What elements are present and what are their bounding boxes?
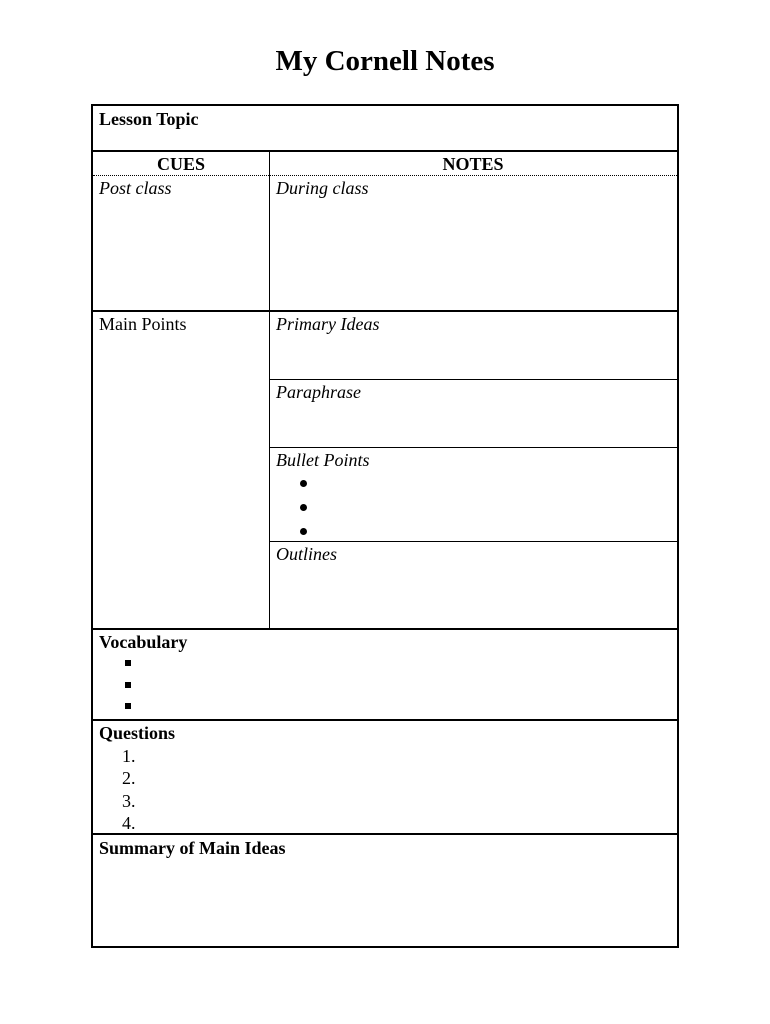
square-bullet-icon	[125, 682, 131, 688]
divider-questions	[93, 719, 677, 721]
divider-lesson-topic	[93, 150, 677, 152]
question-number: 1.	[122, 746, 136, 766]
bullet-dot-icon	[300, 504, 307, 511]
outlines-label: Outlines	[276, 544, 337, 564]
page-title: My Cornell Notes	[275, 45, 495, 77]
lesson-topic-label: Lesson Topic	[99, 109, 199, 129]
notes-header: NOTES	[442, 154, 504, 174]
question-number: 3.	[122, 791, 136, 811]
divider-main-points	[93, 310, 677, 312]
divider-primary-ideas	[270, 379, 677, 380]
square-bullet-icon	[125, 660, 131, 666]
square-bullet-icon	[125, 703, 131, 709]
divider-vocabulary	[93, 628, 677, 630]
main-points-label: Main Points	[99, 314, 187, 334]
bullet-points-label: Bullet Points	[276, 450, 370, 470]
cornell-notes-form	[91, 104, 679, 948]
divider-summary	[93, 833, 677, 835]
cues-header: CUES	[156, 154, 205, 174]
question-number: 4.	[122, 813, 136, 833]
questions-label: Questions	[99, 723, 176, 743]
primary-ideas-label: Primary Ideas	[276, 314, 380, 334]
vocabulary-label: Vocabulary	[99, 632, 188, 652]
question-number: 2.	[122, 768, 136, 788]
cues-note: Post class	[99, 178, 172, 198]
header-dotted-divider	[93, 175, 677, 176]
paraphrase-label: Paraphrase	[276, 382, 361, 402]
column-divider	[269, 152, 270, 629]
notes-note: During class	[276, 178, 369, 198]
divider-bullet-points	[270, 541, 677, 542]
bullet-dot-icon	[300, 528, 307, 535]
bullet-dot-icon	[300, 480, 307, 487]
summary-label: Summary of Main Ideas	[99, 838, 286, 858]
divider-paraphrase	[270, 447, 677, 448]
